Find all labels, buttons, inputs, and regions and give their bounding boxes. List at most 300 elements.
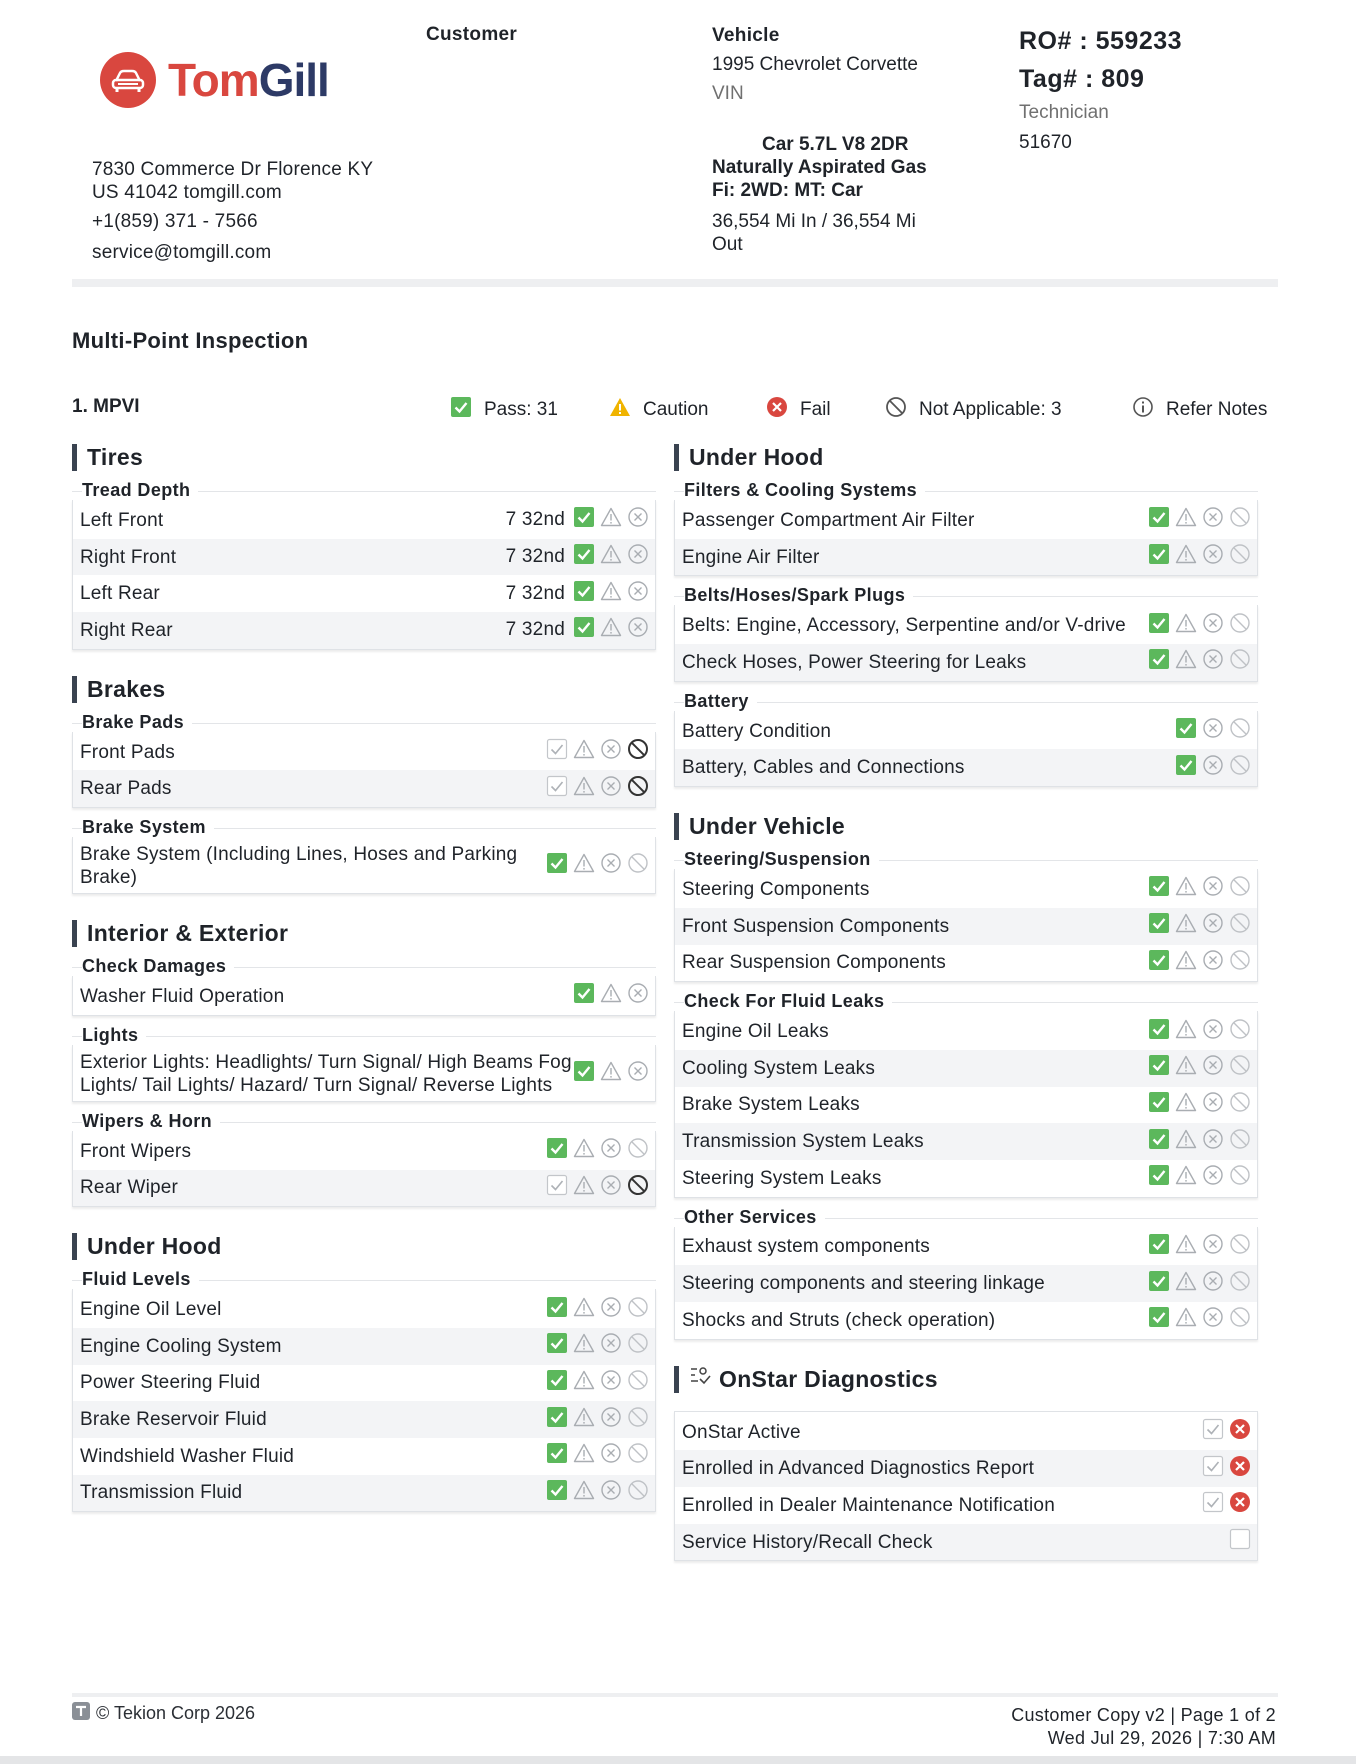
inspection-item-name: Front Wipers [80, 1140, 192, 1162]
caution-warning-icon [1175, 1128, 1197, 1156]
inspection-item-name: Engine Air Filter [682, 546, 820, 568]
pass-check-icon [546, 1137, 568, 1165]
section-title [674, 1366, 1258, 1393]
inspection-group-box [72, 1131, 656, 1207]
not-applicable-icon [1229, 754, 1251, 782]
group-label-brake-pads [82, 711, 656, 733]
inspection-item-name: Rear Suspension Components [682, 952, 946, 974]
caution-warning-icon [573, 1442, 595, 1470]
section-title-text: Under Hood [689, 444, 824, 470]
status-icons [1148, 949, 1251, 977]
fail-x-icon [1202, 648, 1224, 676]
not-applicable-icon [627, 1369, 649, 1397]
inspection-item-name: Right Front [80, 546, 177, 568]
status-icons [1148, 1018, 1251, 1046]
ro-number: RO# : 559233 [1019, 27, 1183, 55]
group-label-steering-suspension [684, 848, 1258, 870]
pass-check-icon [1148, 612, 1170, 640]
dealer-logo [100, 52, 329, 108]
inspection-group-box [72, 976, 656, 1016]
section-title [72, 444, 656, 471]
not-applicable-icon [1229, 717, 1251, 745]
pass-check-icon [546, 1332, 568, 1360]
status-icons [1148, 1128, 1251, 1156]
inspection-item-name: Battery Condition [682, 720, 832, 742]
not-applicable-icon [627, 1479, 649, 1507]
fail-x-icon [600, 1442, 622, 1470]
status-icons [1148, 612, 1251, 640]
fail-x-icon [1202, 949, 1224, 977]
group-label-text: Brake System [82, 817, 214, 837]
customer-label: Customer [426, 24, 518, 45]
inspection-item-name: Right Rear [80, 619, 173, 641]
fail-x-icon [1202, 1164, 1224, 1192]
inspection-row [675, 1302, 1257, 1339]
fail-x-icon [1202, 875, 1224, 903]
footer-datetime: Wed Jul 29, 2026 | 7:30 AM [1047, 1728, 1276, 1748]
caution-warning-icon [1175, 1091, 1197, 1119]
fail-x-icon [1229, 1491, 1251, 1519]
inspection-row [675, 644, 1257, 681]
inspection-row [73, 1170, 655, 1207]
not-applicable-icon [1229, 949, 1251, 977]
caution-warning-icon [600, 1060, 622, 1088]
fail-x-icon [627, 506, 649, 534]
pass-check-icon [1148, 648, 1170, 676]
pass-check-icon [1148, 1054, 1170, 1082]
group-label-text: Belts/Hoses/Spark Plugs [684, 585, 913, 605]
caution-warning-icon [573, 1369, 595, 1397]
caution-warning-icon [573, 1174, 595, 1202]
group-label-text: Tread Depth [82, 480, 198, 500]
status-icons [1202, 1455, 1251, 1483]
fail-x-icon [627, 1060, 649, 1088]
status-icons [546, 738, 649, 766]
caution-warning-icon [573, 775, 595, 803]
caution-warning-icon [573, 1296, 595, 1324]
inspection-row [675, 1450, 1257, 1487]
inspection-item-name: Brake System (Including Lines, Hoses and Parking Brake) [80, 844, 518, 889]
inspection-row [675, 1229, 1257, 1266]
inspection-row [73, 1401, 655, 1438]
inspection-row [73, 734, 655, 771]
inspection-row [675, 945, 1257, 982]
status-icons [573, 506, 649, 534]
group-label-battery [684, 690, 1258, 712]
section-under-hood [72, 1233, 656, 1512]
caution-warning-icon [600, 506, 622, 534]
caution-warning-icon [1175, 648, 1197, 676]
vehicle-label: Vehicle [712, 25, 780, 46]
header-divider [72, 279, 1278, 287]
caution-warning-icon [573, 1406, 595, 1434]
section-under-vehicle [674, 813, 1258, 1340]
caution-warning-icon [1175, 506, 1197, 534]
footer-copy-info: Customer Copy v2 | Page 1 of 2 [1011, 1705, 1276, 1725]
inspection-row [675, 871, 1257, 908]
inspection-row [675, 1013, 1257, 1050]
status-icons [1148, 1233, 1251, 1261]
dealer-address-block [92, 158, 373, 264]
dealer-address-line1: 7830 Commerce Dr Florence KY [92, 159, 374, 180]
inspection-group-box [72, 500, 656, 650]
vehicle-name: 1995 Chevrolet Corvette [712, 54, 918, 75]
customer-block [426, 24, 517, 46]
fail-x-icon [1202, 1306, 1224, 1334]
not-applicable-icon [627, 1174, 649, 1202]
status-icons [1175, 754, 1251, 782]
footer-divider [72, 1693, 1278, 1697]
pass-check-icon [1148, 1233, 1170, 1261]
inspection-item-name: Check Hoses, Power Steering for Leaks [682, 651, 1027, 673]
inspection-row [73, 1047, 655, 1101]
inspection-group-box [674, 711, 1258, 787]
inspection-row [73, 770, 655, 807]
inspection-group-box [674, 500, 1258, 576]
inspection-item-name: Left Front [80, 509, 164, 531]
pass-check-icon [573, 506, 595, 534]
vin-label: VIN [712, 83, 744, 104]
inspection-item-name: Steering System Leaks [682, 1167, 882, 1189]
inspection-row [675, 1160, 1257, 1197]
inspection-item-name: OnStar Active [682, 1421, 801, 1443]
inspection-group-box [674, 869, 1258, 982]
pass-check-icon [546, 1442, 568, 1470]
pass-check-icon [1148, 543, 1170, 571]
not-applicable-icon [1229, 875, 1251, 903]
pass-check-icon [1148, 1270, 1170, 1298]
inspection-group-box [72, 732, 656, 808]
pass-check-icon [573, 543, 595, 571]
fail-x-icon [1202, 1233, 1224, 1261]
inspection-row [73, 839, 655, 893]
pass-check-icon [573, 616, 595, 644]
inspection-row [73, 1475, 655, 1512]
footer-right [1011, 1704, 1276, 1750]
fail-x-icon [600, 1406, 622, 1434]
dealer-email: service@tomgill.com [92, 242, 272, 263]
status-icons [1148, 1091, 1251, 1119]
vehicle-spec-line3: Fi: 2WD: MT: Car [712, 180, 863, 201]
legend-pass-label: Pass: 31 [484, 399, 558, 420]
not-applicable-icon [627, 1296, 649, 1324]
not-applicable-icon [1229, 1233, 1251, 1261]
inspection-item-name: Rear Pads [80, 778, 172, 800]
legend-caution-label: Caution [643, 399, 709, 420]
pass-check-icon [1148, 1306, 1170, 1334]
tag-number: Tag# : 809 [1019, 65, 1145, 93]
left-column [72, 444, 656, 1512]
inspection-measurement: 7 32nd [505, 619, 565, 641]
inspection-group-box [674, 1227, 1258, 1340]
status-icons [546, 1442, 649, 1470]
legend-caution [609, 396, 709, 424]
pass-check-icon [546, 852, 568, 880]
fail-x-icon [600, 1174, 622, 1202]
section-title-text: Under Vehicle [689, 813, 846, 840]
group-label-text: Filters & Cooling Systems [684, 480, 925, 500]
inspection-row [675, 502, 1257, 539]
inspection-row [73, 1133, 655, 1170]
status-icons [1148, 1270, 1251, 1298]
status-icons [546, 1479, 649, 1507]
pass-check-icon [546, 1479, 568, 1507]
group-label-other-services [684, 1206, 1258, 1228]
pass-check-icon [1148, 1018, 1170, 1046]
empty-checkbox-icon [1229, 1528, 1251, 1556]
inspection-row [73, 1438, 655, 1475]
inspection-row [73, 539, 655, 576]
order-block [1019, 22, 1182, 154]
group-label-text: Battery [684, 691, 757, 711]
pass-check-icon [1148, 1164, 1170, 1192]
pass-check-icon [1175, 754, 1197, 782]
diagnostics-icon [689, 1365, 711, 1393]
fail-x-icon [627, 580, 649, 608]
not-applicable-icon [1229, 648, 1251, 676]
not-applicable-icon [1229, 506, 1251, 534]
inspection-row [675, 713, 1257, 750]
not-applicable-icon [1229, 1270, 1251, 1298]
not-applicable-icon [627, 1332, 649, 1360]
fail-x-icon [1202, 1128, 1224, 1156]
pass-check-icon [573, 1060, 595, 1088]
section-title [674, 813, 1258, 840]
pass-check-icon [1148, 506, 1170, 534]
caution-warning-icon [609, 396, 631, 424]
caution-warning-icon [1175, 1270, 1197, 1298]
inspection-item-name: Brake System Leaks [682, 1094, 860, 1116]
status-icons [546, 1369, 649, 1397]
fail-x-icon [1202, 506, 1224, 534]
footer-left [72, 1702, 255, 1725]
legend-fail-label: Fail [800, 399, 831, 420]
inspection-item-name: Front Suspension Components [682, 915, 950, 937]
inspection-measurement: 7 32nd [505, 509, 565, 531]
pass-check-icon [546, 1406, 568, 1434]
pass-check-icon [573, 982, 595, 1010]
status-icons [546, 1174, 649, 1202]
status-icons [1229, 1528, 1251, 1556]
technician-id: 51670 [1019, 132, 1072, 153]
inspection-item-name: Front Pads [80, 741, 175, 763]
inspection-row [73, 978, 655, 1015]
status-icons [1175, 717, 1251, 745]
inspection-measurement: 7 32nd [505, 546, 565, 568]
status-icons [1148, 1164, 1251, 1192]
caution-warning-icon [1175, 1164, 1197, 1192]
status-icons [546, 775, 649, 803]
fail-x-icon [1202, 717, 1224, 745]
caution-warning-icon [1175, 912, 1197, 940]
group-label-text: Wipers & Horn [82, 1111, 220, 1131]
inspection-item-name: Cooling System Leaks [682, 1057, 876, 1079]
vehicle-block [712, 24, 972, 256]
inspection-item-name: Exhaust system components [682, 1236, 930, 1258]
status-icons [546, 1406, 649, 1434]
status-icons [573, 982, 649, 1010]
legend-fail [766, 396, 831, 424]
group-label-text: Check For Fluid Leaks [684, 991, 892, 1011]
group-label-belts-hoses-spark-plugs [684, 584, 1258, 606]
dealer-phone: +1(859) 371 - 7566 [92, 211, 258, 232]
inspection-row [675, 749, 1257, 786]
group-label-lights [82, 1024, 656, 1046]
group-label-text: Check Damages [82, 956, 234, 976]
legend-na [885, 396, 1062, 424]
caution-warning-icon [573, 1479, 595, 1507]
inspection-item-name: Passenger Compartment Air Filter [682, 509, 975, 531]
inspection-item-name: Belts: Engine, Accessory, Serpentine and/or V-drive [682, 615, 1126, 637]
group-label-fluid-levels [82, 1268, 656, 1290]
status-icons [546, 1137, 649, 1165]
fail-x-icon [600, 775, 622, 803]
pass-check-icon [573, 580, 595, 608]
section-title [72, 1233, 656, 1260]
status-icons [1148, 1306, 1251, 1334]
group-label-check-for-fluid-leaks [684, 990, 1258, 1012]
vehicle-spec-line1: Car 5.7L V8 2DR [762, 134, 909, 155]
not-applicable-icon [1229, 1018, 1251, 1046]
caution-warning-icon [1175, 1233, 1197, 1261]
inspection-row [73, 1291, 655, 1328]
status-icons [546, 1332, 649, 1360]
caution-warning-icon [573, 1137, 595, 1165]
inspection-row [675, 539, 1257, 576]
inspection-group-box [674, 1411, 1258, 1562]
status-icons [573, 616, 649, 644]
caution-warning-icon [1175, 612, 1197, 640]
caution-warning-icon [600, 580, 622, 608]
inspection-row [675, 1087, 1257, 1124]
fail-x-icon [1202, 543, 1224, 571]
pass-check-icon [1148, 1091, 1170, 1119]
fail-x-icon [1202, 1018, 1224, 1046]
inspection-row [73, 502, 655, 539]
not-applicable-icon [627, 1137, 649, 1165]
status-icons [1202, 1418, 1251, 1446]
pass-check-icon [1148, 949, 1170, 977]
fail-x-icon [600, 1137, 622, 1165]
section-interior-exterior [72, 920, 656, 1207]
technician-label: Technician [1019, 102, 1109, 123]
pass-check-outline-icon [546, 738, 568, 766]
inspection-item-name: Rear Wiper [80, 1177, 179, 1199]
inspection-row [675, 1050, 1257, 1087]
group-label-brake-system [82, 816, 656, 838]
fail-x-icon [1202, 1091, 1224, 1119]
status-icons [546, 1296, 649, 1324]
legend-na-label: Not Applicable: 3 [919, 399, 1062, 420]
inspection-item-name: Steering Components [682, 878, 870, 900]
pass-check-icon [1148, 875, 1170, 903]
pass-check-icon [546, 1369, 568, 1397]
not-applicable-icon [1229, 1306, 1251, 1334]
section-under-hood [674, 444, 1258, 787]
status-icons [1148, 1054, 1251, 1082]
inspection-item-name: Transmission Fluid [80, 1482, 243, 1504]
group-label-filters-cooling-systems [684, 479, 1258, 501]
page-title: Multi-Point Inspection [72, 328, 309, 353]
inspection-item-name: Steering components and steering linkage [682, 1273, 1045, 1295]
group-label-text: Lights [82, 1025, 146, 1045]
inspection-item-name: Engine Oil Level [80, 1299, 222, 1321]
group-label-wipers-horn [82, 1110, 656, 1132]
caution-warning-icon [600, 543, 622, 571]
fail-x-icon [600, 738, 622, 766]
caution-warning-icon [1175, 1018, 1197, 1046]
pass-check-outline-icon [546, 1174, 568, 1202]
inspection-item-name: Power Steering Fluid [80, 1372, 261, 1394]
fail-x-icon [600, 852, 622, 880]
inspection-row [675, 1487, 1257, 1524]
group-label-text: Brake Pads [82, 712, 192, 732]
pass-check-outline-icon [1202, 1491, 1224, 1519]
inspection-row [73, 575, 655, 612]
not-applicable-icon [627, 775, 649, 803]
inspection-row [675, 908, 1257, 945]
inspection-item-name: Left Rear [80, 583, 160, 605]
section-title-text: Interior & Exterior [87, 920, 289, 947]
inspection-item-name: Shocks and Struts (check operation) [682, 1309, 996, 1331]
not-applicable-icon [1229, 912, 1251, 940]
not-applicable-icon [1229, 612, 1251, 640]
section-title [674, 444, 1258, 471]
not-applicable-icon [1229, 1054, 1251, 1082]
fail-x-icon [1202, 912, 1224, 940]
not-applicable-icon [627, 1442, 649, 1470]
status-legend [72, 394, 1278, 420]
inspection-group-box [72, 837, 656, 894]
status-icons [1148, 912, 1251, 940]
vehicle-spec-line2: Naturally Aspirated Gas [712, 157, 927, 178]
pass-check-icon [1148, 1128, 1170, 1156]
pass-check-outline-icon [1202, 1418, 1224, 1446]
status-icons [1148, 875, 1251, 903]
pass-check-icon [1175, 717, 1197, 745]
fail-x-icon [627, 543, 649, 571]
caution-warning-icon [600, 616, 622, 644]
caution-warning-icon [1175, 949, 1197, 977]
footer-copyright: © Tekion Corp 2026 [96, 1703, 256, 1723]
not-applicable-icon [1229, 1164, 1251, 1192]
inspection-row [675, 1265, 1257, 1302]
status-icons [1148, 648, 1251, 676]
not-applicable-icon [1229, 1128, 1251, 1156]
not-applicable-icon [1229, 543, 1251, 571]
inspection-item-name: Enrolled in Dealer Maintenance Notification [682, 1494, 1055, 1516]
inspection-item-name: Engine Oil Leaks [682, 1021, 829, 1043]
dealer-logo-text: TomGill [168, 54, 329, 106]
fail-x-icon [627, 982, 649, 1010]
inspection-row [73, 1365, 655, 1402]
caution-warning-icon [573, 1332, 595, 1360]
section-onstar-diagnostics [674, 1366, 1258, 1562]
inspection-row [675, 607, 1257, 644]
not-applicable-icon [1229, 1091, 1251, 1119]
inspection-item-name: Exterior Lights: Headlights/ Turn Signal/ High Beams Fog Lights/ Tail Lights/ Hazard/ Turn Signal/ Reverse Lights [80, 1051, 572, 1096]
legend-pass [450, 396, 558, 424]
inspection-item-name: Enrolled in Advanced Diagnostics Report [682, 1458, 1035, 1480]
vehicle-mileage-line2: Out [712, 234, 743, 255]
info-icon [1132, 396, 1154, 424]
not-applicable-icon [885, 396, 907, 424]
inspection-measurement: 7 32nd [505, 582, 565, 604]
fail-x-icon [627, 616, 649, 644]
dealer-address-line2: US 41042 tomgill.com [92, 182, 282, 203]
inspection-row [73, 612, 655, 649]
fail-x-icon [1229, 1418, 1251, 1446]
